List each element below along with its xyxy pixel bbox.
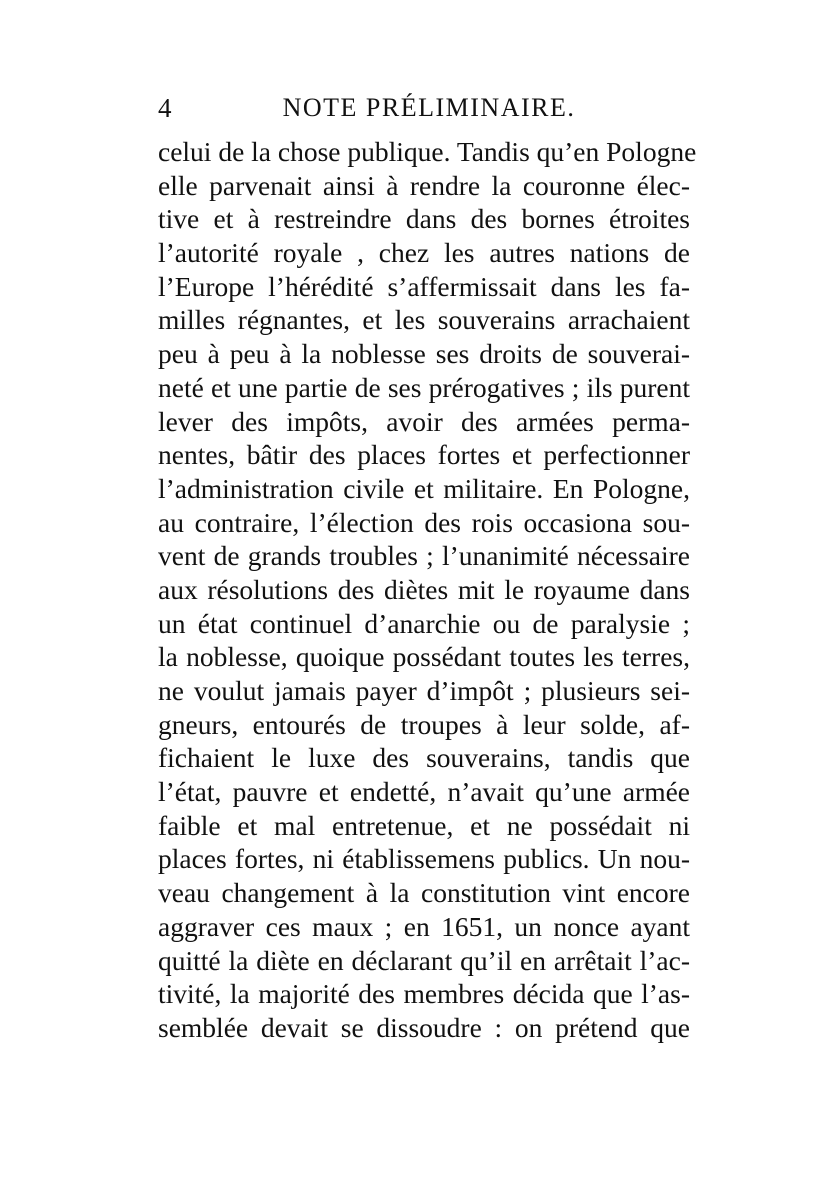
text-line: faible et mal entretenue, et ne possédait ni (158, 809, 690, 841)
text-line: neté et une partie de ses prérogatives ; ils purent (158, 371, 690, 403)
text-line: celui de la chose publique. Tandis qu’en Pologne (158, 136, 697, 167)
text-line: veau changement à la constitution vint encore (158, 877, 690, 909)
text-line: lever des impôts, avoir des armées perma- (158, 405, 690, 437)
text-line: un état continuel d’anarchie ou de paralysie ; (158, 607, 690, 639)
text-line: peu à peu à la noblesse ses droits de souverai- (158, 338, 690, 370)
text-line: l’état, pauvre et endetté, n’avait qu’une armée (158, 776, 690, 808)
body-text (158, 135, 697, 1045)
text-line: tivité, la majorité des membres décida que l’as- (158, 978, 690, 1010)
page-header (158, 90, 690, 126)
text-line: nentes, bâtir des places fortes et perfectionner (158, 439, 690, 471)
text-line: l’autorité royale , chez les autres nations de (158, 237, 690, 269)
text-line: aggraver ces maux ; en 1651, un nonce ayant (158, 910, 690, 942)
text-line: elle parvenait ainsi à rendre la couronne élec- (158, 169, 690, 201)
text-line: ne voulut jamais payer d’impôt ; plusieurs sei- (158, 675, 690, 706)
text-line: l’administration civile et militaire. En Pologne, (158, 472, 690, 504)
page-number: 4 (158, 93, 172, 123)
text-line: fichaient le luxe des souverains, tandis que (158, 742, 690, 774)
text-line: gneurs, entourés de troupes à leur solde, af- (158, 708, 690, 740)
text-line: milles régnantes, et les souverains arrachaient (158, 304, 690, 336)
text-line: places fortes, ni établissemens publics. Un nou- (158, 843, 690, 875)
text-line: quitté la diète en déclarant qu’il en arrêtait l’ac- (158, 944, 690, 976)
text-line: l’Europe l’hérédité s’affermissait dans les fa- (158, 270, 690, 302)
running-title: NOTE PRÉLIMINAIRE. (282, 93, 576, 122)
text-line: la noblesse, quoique possédant toutes les terres, (158, 641, 690, 673)
text-line: semblée devait se dissoudre : on prétend que (158, 1011, 690, 1043)
text-line: aux résolutions des diètes mit le royaume dans (158, 573, 690, 605)
text-line: au contraire, l’élection des rois occasiona sou- (158, 506, 690, 538)
text-line: vent de grands troubles ; l’unanimité nécessaire (158, 540, 690, 572)
text-line: tive et à restreindre dans des bornes étroites (158, 203, 690, 235)
